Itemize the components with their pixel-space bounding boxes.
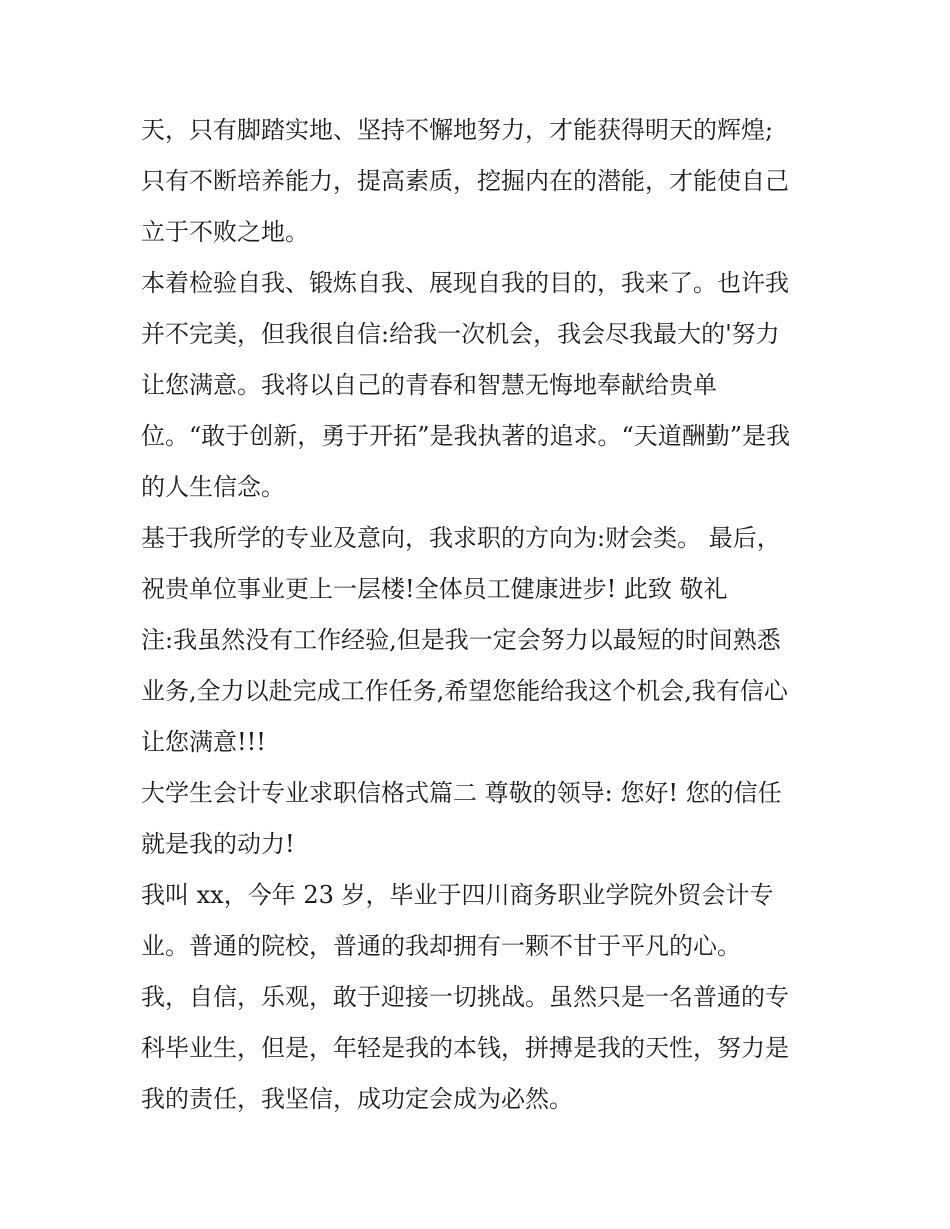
text-line: 只有不断培养能力，提高素质，挖掘内在的潜能，才能使自己 xyxy=(141,167,789,195)
text-line: 本着检验自我、锻炼自我、展现自我的目的，我来了。也许我 xyxy=(141,269,789,297)
text-line: 业。普通的院校，普通的我却拥有一颗不甘于平凡的心。 xyxy=(141,932,741,960)
text-line: 立于不败之地。 xyxy=(141,218,309,246)
text-line: 科毕业生，但是，年轻是我的本钱，拼搏是我的天性，努力是 xyxy=(141,1034,789,1062)
text-line: 我的责任，我坚信，成功定会成为必然。 xyxy=(141,1085,573,1113)
text-line: 我叫 xx，今年 23 岁，毕业于四川商务职业学院外贸会计专 xyxy=(141,881,774,909)
text-line: 大学生会计专业求职信格式篇二 尊敬的领导: 您好! 您的信任 xyxy=(141,779,782,807)
text-line: 让您满意!!! xyxy=(141,728,266,756)
text-line: 基于我所学的专业及意向，我求职的方向为:财会类。 最后， xyxy=(141,524,781,552)
text-line: 业务,全力以赴完成工作任务,希望您能给我这个机会,我有信心 xyxy=(141,677,788,705)
text-line: 的人生信念。 xyxy=(141,473,285,501)
text-line: 就是我的动力! xyxy=(141,830,295,858)
text-line: 天，只有脚踏实地、坚持不懈地努力，才能获得明天的辉煌; xyxy=(141,116,774,144)
text-line: 注:我虽然没有工作经验,但是我一定会努力以最短的时间熟悉 xyxy=(141,626,781,654)
text-line: 并不完美，但我很自信:给我一次机会，我会尽我最大的'努力 xyxy=(141,320,780,348)
document-text-body xyxy=(141,105,831,1125)
text-line: 祝贵单位事业更上一层楼!全体员工健康进步! 此致 敬礼 xyxy=(141,575,728,603)
text-line: 让您满意。我将以自己的青春和智慧无悔地奉献给贵单 xyxy=(141,371,717,399)
text-line: 我，自信，乐观，敢于迎接一切挑战。虽然只是一名普通的专 xyxy=(141,983,789,1011)
text-line: 位。“敢于创新，勇于开拓”是我执著的追求。“天道酬勤”是我 xyxy=(141,422,791,450)
